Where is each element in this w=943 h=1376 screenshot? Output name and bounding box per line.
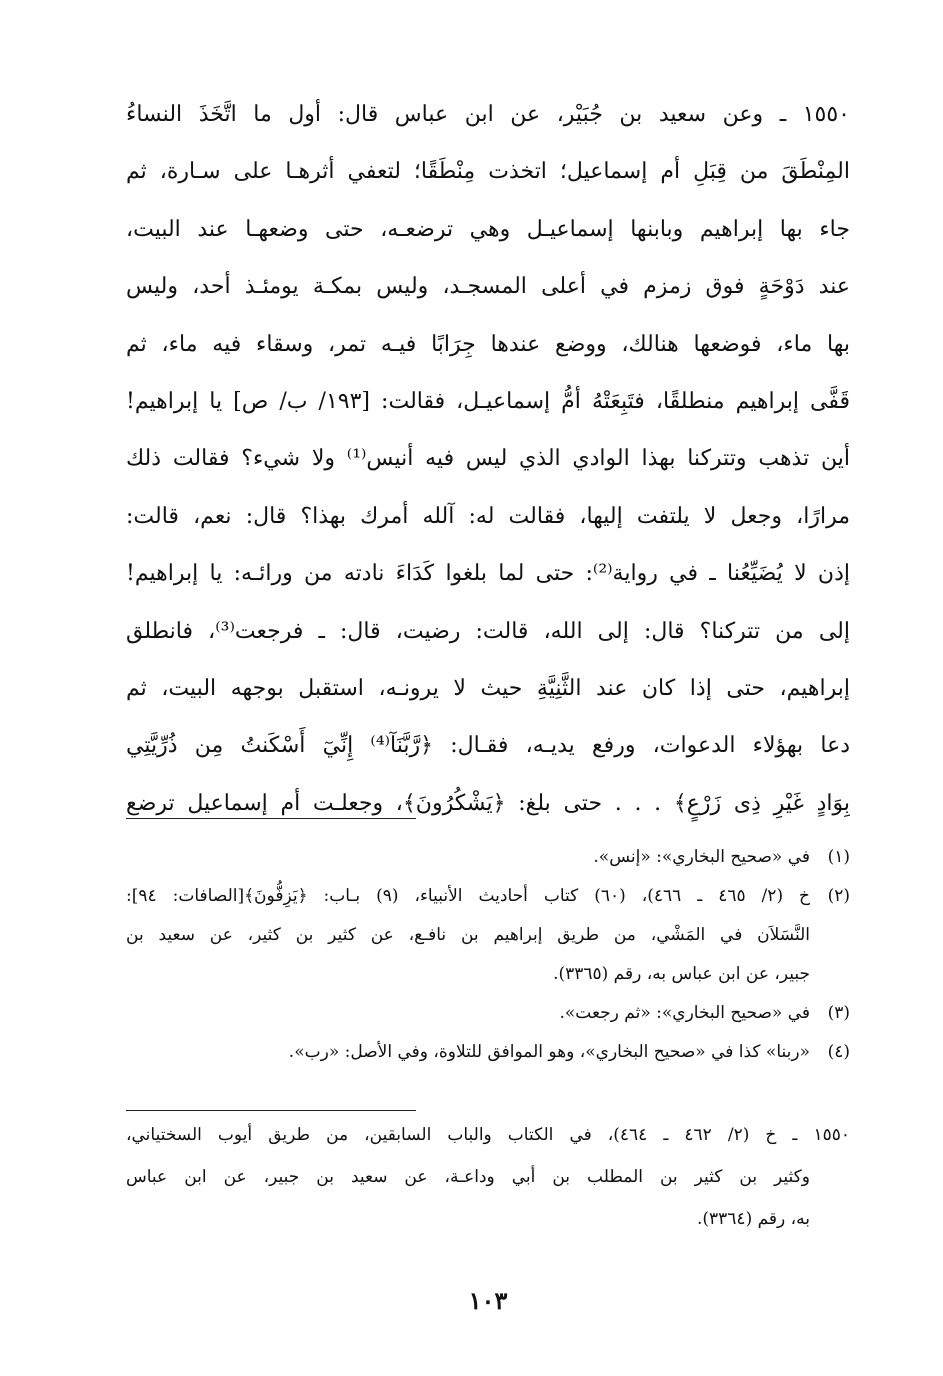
source-line: وكثير بن كثير بن المطلب بن أبي وداعـة، عن سعيد بن جبير، عن ابن عباس — [126, 1167, 810, 1187]
footnote-mark: (٤) — [827, 1042, 850, 1062]
footnote-line: في «صحيح البخاري»: «إنس». — [593, 847, 810, 867]
footnote-body — [126, 1033, 810, 1072]
hadith-line: بها ماء، فوضعها هنالك، ووضع عندها جِرَابًا فيـه تمر، وسقاء فيه ماء، ثم — [126, 331, 850, 357]
footnote-mark: (٢) — [827, 886, 850, 906]
hadith-line: ١٥٥٠ ـ وعن سعيد بن جُبَيْر، عن ابن عباس قال: أول ما اتَّخَذَ النساءُ — [126, 102, 850, 127]
source-line: ١٥٥٠ ـ خ (٢/ ٤٦٢ ـ ٤٦٤)، في الكتاب والباب السابقين، من طريق أيوب السختياني، — [126, 1125, 850, 1145]
footnote-4 — [126, 1033, 850, 1072]
hadith-line: إذن لا يُضَيِّعُنا ـ في رواية⁽²⁾: حتى لما بلغوا كَدَاءَ نادته من ورائـه: يا إبراهيم! — [126, 561, 850, 587]
footnote-line: خ (٢/ ٤٦٥ ـ ٤٦٦)، (٦٠) كتاب أحاديث الأنبياء، (٩) بـاب: ﴿يَزِفُّونَ﴾[الصافات: ٩٤]: — [126, 886, 810, 906]
hadith-text — [126, 86, 850, 816]
hadith-line: جاء بها إبراهيم وبابنها إسماعيـل وهي ترضعـه، حتى وضعهـا عند البيت، — [126, 216, 850, 242]
page-number: ١٠٣ — [468, 1286, 508, 1315]
footnote-mark: (٣) — [827, 1003, 850, 1023]
hadith-line: دعا بهؤلاء الدعوات، ورفع يديـه، فقـال: ﴿رَّبَّنَآ⁽⁴⁾ إِنِّيٓ أَسْكَنتُ مِن ذُرِّيَّتِي — [126, 733, 850, 759]
hadith-line: مرارًا، وجعل لا يلتفت إليها، فقالت له: آلله أمرك بهذا؟ قال: نعم، قالت: — [126, 503, 850, 529]
hadith-line: عند دَوْحَةٍ فوق زمزم في أعلى المسجـد، وليس بمكـة يومئـذ أحد، وليس — [126, 274, 850, 300]
footnote-body — [126, 994, 810, 1033]
footnote-body — [126, 877, 810, 994]
hadith-line: إلى من تتركنا؟ قال: إلى الله، قالت: رضيت، قال: ـ فرجعت⁽³⁾، فانطلق — [126, 618, 850, 644]
footnote-body — [126, 838, 810, 877]
book-page — [126, 86, 850, 1346]
hadith-line: أين تذهب وتتركنا بهذا الوادي الذي ليس فيه أنيس⁽¹⁾ ولا شيء؟ فقالت ذلك — [126, 446, 850, 472]
footnote-line: النَّسَلاَن في المَشْي، من طريق إبراهيم بن نافـع، عن كثير بن كثير، عن سعيد بن — [126, 925, 810, 945]
hadith-line: إبراهيم، حتى إذا كان عند الثَّنِيَّةِ حيث لا يرونـه، استقبل بوجهه البيت، ثم — [126, 675, 850, 701]
footnotes — [126, 838, 850, 1072]
source-note — [126, 1114, 850, 1240]
source-divider — [126, 1110, 416, 1111]
footnote-3 — [126, 994, 850, 1033]
hadith-line: بِوَادٍ غَيْرِ ذِى زَرْعٍ﴾ . . . حتى بلغ: ﴿يَشْكُرُونَ﴾، وجعلـت أم إسماعيل ترضع — [126, 790, 850, 816]
footnote-line: «ربنا» كذا في «صحيح البخاري»، وهو الموافق للتلاوة، وفي الأصل: «رب». — [288, 1042, 810, 1062]
footnote-divider — [126, 818, 416, 819]
footnote-line: جبير، عن ابن عباس به، رقم (٣٣٦٥). — [553, 964, 810, 984]
footnote-line: في «صحيح البخاري»: «ثم رجعت». — [559, 1003, 810, 1023]
footnote-mark: (١) — [827, 847, 850, 867]
footnote-1 — [126, 838, 850, 877]
hadith-line: المِنْطَقَ من قِبَلِ أم إسماعيل؛ اتخذت مِنْطَقًا؛ لتعفي أثرهـا على سـارة، ثم — [126, 159, 850, 185]
footnote-2 — [126, 877, 850, 994]
source-line: به، رقم (٣٣٦٤). — [696, 1209, 810, 1229]
hadith-line: قَفَّى إبراهيم منطلقًا، فتَبِعَتْهُ أمُّ إسماعيـل، فقالت: [١٩٣/ ب/ ص] يا إبراهيم! — [126, 388, 850, 414]
